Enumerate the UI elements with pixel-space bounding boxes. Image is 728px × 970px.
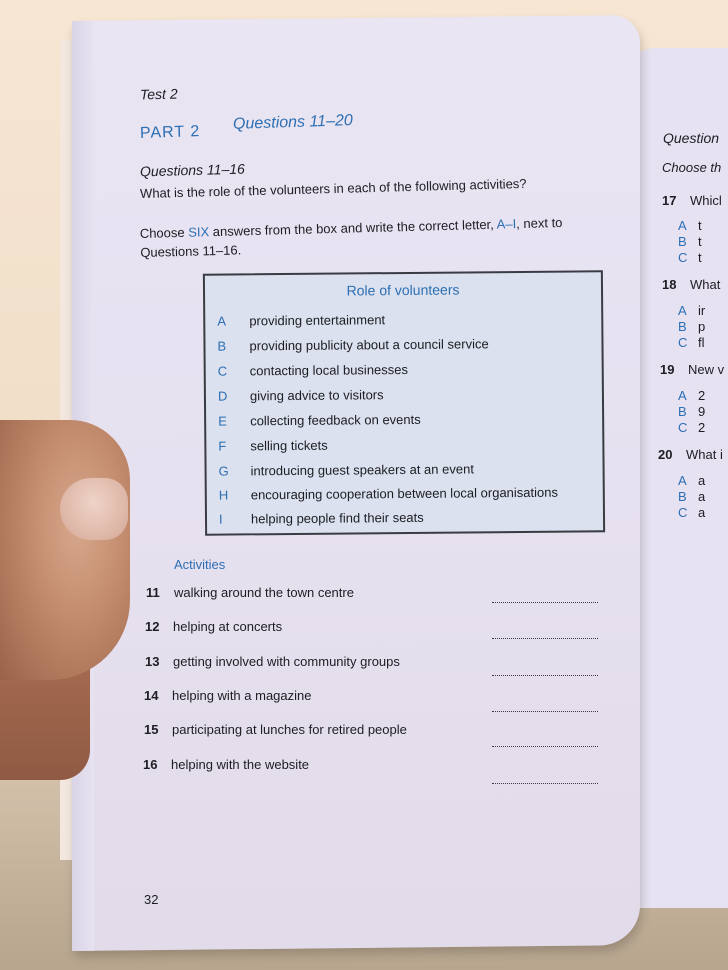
section-heading: Questions 11–16 — [139, 160, 246, 180]
role-item — [218, 362, 408, 379]
option — [678, 335, 705, 350]
instruction-suffix: , next to Questions 11–16. — [140, 214, 563, 261]
activity-text: helping at concerts — [173, 619, 283, 634]
role-text: introducing guest speakers at an event — [250, 461, 474, 479]
activity-number: 15 — [144, 722, 159, 737]
activity-item — [144, 722, 407, 737]
option-text: a — [698, 473, 706, 488]
right-page-instruction: Choose th — [662, 160, 722, 175]
roles-box — [203, 270, 605, 535]
question-text: What i — [686, 447, 723, 462]
instruction-prefix: Choose — [139, 224, 189, 242]
activity-text: helping with a magazine — [172, 688, 312, 703]
activity-item — [145, 654, 400, 669]
role-letter: G — [218, 463, 229, 479]
right-page-heading: Question — [663, 130, 720, 146]
instruction-mid: answers from the box and write the correct letter, — [209, 216, 497, 240]
role-letter: C — [217, 363, 228, 379]
option — [678, 404, 705, 419]
option — [678, 388, 705, 403]
role-letter: H — [218, 487, 229, 503]
activity-number: 16 — [143, 757, 158, 772]
activity-item — [144, 688, 311, 703]
activity-text: getting involved with community groups — [173, 654, 400, 669]
role-text: helping people find their seats — [250, 509, 424, 527]
role-item — [217, 312, 385, 328]
part-title: PART 2 — [139, 123, 201, 142]
question-number: 18 — [662, 277, 677, 292]
option-text: t — [698, 218, 702, 233]
activity-number: 14 — [144, 688, 159, 703]
question-prompt: What is the role of the volunteers in each of the following activities? — [139, 175, 527, 202]
option-letter: B — [678, 404, 687, 419]
question-number: 19 — [660, 362, 675, 377]
option-text: a — [698, 505, 706, 520]
option-letter: A — [678, 303, 687, 318]
option-letter: A — [678, 388, 687, 403]
option-letter: C — [678, 420, 688, 435]
role-letter: B — [217, 338, 227, 354]
option — [678, 505, 705, 520]
option-text: t — [698, 250, 702, 265]
activities-heading: Activities — [174, 557, 226, 572]
question-number: 17 — [662, 193, 677, 208]
question-number: 20 — [658, 447, 673, 462]
activity-text: walking around the town centre — [174, 585, 354, 600]
role-item — [219, 510, 424, 527]
option — [678, 473, 705, 488]
option-letter: B — [678, 489, 687, 504]
activity-text: helping with the website — [171, 757, 310, 772]
option-letter: C — [678, 250, 688, 265]
answer-field-15[interactable] — [492, 746, 598, 747]
answer-field-11[interactable] — [492, 602, 598, 603]
part-range: Questions 11–20 — [232, 112, 354, 133]
instruction-range: A–I — [496, 216, 517, 232]
role-letter: A — [217, 313, 227, 329]
activity-number: 12 — [145, 619, 160, 634]
option-text: a — [698, 489, 706, 504]
option-text: p — [698, 319, 706, 334]
answer-field-13[interactable] — [492, 675, 598, 676]
role-text: selling tickets — [250, 437, 328, 454]
activity-item — [143, 757, 309, 772]
role-letter: F — [218, 438, 227, 454]
activity-text: participating at lunches for retired people — [172, 722, 407, 737]
option-letter: B — [678, 234, 687, 249]
option-text: 2 — [698, 420, 706, 435]
option — [678, 489, 705, 504]
right-question — [662, 193, 722, 208]
option — [678, 218, 702, 233]
role-item — [217, 336, 488, 353]
question-text: New v — [688, 362, 725, 377]
role-text: giving advice to visitors — [249, 387, 384, 404]
thumbnail — [60, 478, 128, 540]
role-text: encouraging cooperation between local organisations — [250, 484, 559, 503]
option-letter: A — [678, 218, 687, 233]
option-letter: B — [678, 319, 687, 334]
answer-field-12[interactable] — [492, 638, 598, 639]
option — [678, 319, 705, 334]
option-text: 9 — [698, 404, 706, 419]
page-number: 32 — [144, 892, 159, 907]
role-item — [218, 438, 327, 454]
option-letter: C — [678, 505, 688, 520]
activity-item — [146, 585, 354, 600]
role-item — [218, 387, 384, 403]
instruction-emph: SIX — [188, 224, 210, 240]
right-question — [662, 277, 720, 292]
answer-field-14[interactable] — [492, 711, 598, 712]
option-text: fl — [698, 335, 705, 350]
option — [678, 250, 702, 265]
option-text: t — [698, 234, 702, 249]
role-text: collecting feedback on events — [250, 411, 421, 429]
instruction-text — [140, 212, 601, 262]
role-item — [218, 412, 421, 429]
role-letter: I — [218, 511, 223, 527]
roles-box-title: Role of volunteers — [346, 281, 460, 299]
activity-number: 11 — [146, 585, 160, 600]
role-text: contacting local businesses — [249, 361, 409, 379]
test-label: Test 2 — [139, 85, 178, 103]
answer-field-16[interactable] — [492, 783, 598, 784]
option — [678, 303, 705, 318]
option-letter: C — [678, 335, 688, 350]
activity-item — [145, 619, 282, 634]
option-text: 2 — [698, 388, 706, 403]
question-text: Whicl — [690, 193, 722, 208]
question-text: What — [690, 277, 721, 292]
option-text: ir — [698, 303, 706, 318]
option-letter: A — [678, 473, 687, 488]
role-letter: D — [217, 388, 228, 404]
role-letter: E — [218, 413, 227, 429]
option — [678, 420, 705, 435]
activity-number: 13 — [145, 654, 160, 669]
right-question — [660, 362, 724, 377]
option — [678, 234, 702, 249]
role-text: providing entertainment — [249, 312, 386, 329]
thumb — [0, 420, 130, 680]
right-question — [658, 447, 723, 462]
role-item — [219, 485, 558, 503]
role-item — [219, 461, 474, 478]
role-text: providing publicity about a council service — [249, 336, 489, 354]
